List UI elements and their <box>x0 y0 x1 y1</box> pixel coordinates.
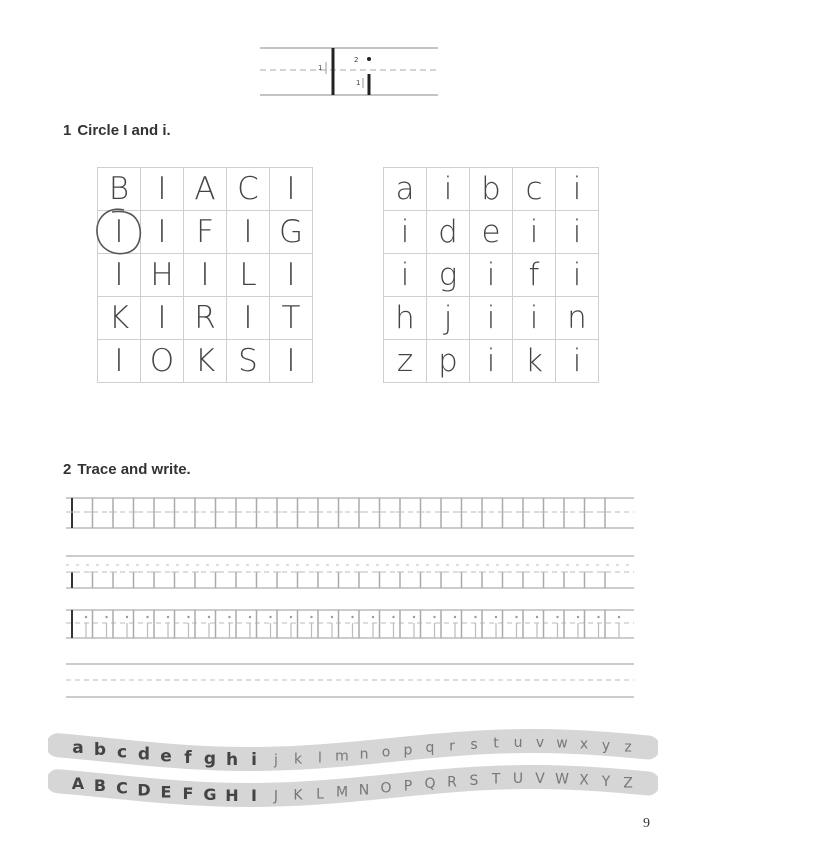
alphabet-uppercase-letter: I <box>251 785 257 805</box>
grid-row <box>384 297 599 340</box>
alphabet-uppercase-letter: S <box>469 772 479 789</box>
letter-cell[interactable]: I <box>227 297 270 340</box>
alphabet-band <box>48 718 658 818</box>
letter-cell[interactable]: b <box>470 168 513 211</box>
alphabet-lowercase-letter: k <box>293 751 303 768</box>
i-dot <box>367 57 371 61</box>
alphabet-uppercase-letter: Z <box>623 775 633 792</box>
exercise-2-heading <box>63 461 191 478</box>
exercise-2-title: Trace and write. <box>77 461 191 478</box>
grid-row <box>98 297 313 340</box>
alphabet-uppercase-letter: Q <box>424 776 436 793</box>
letter-cell[interactable]: G <box>270 211 313 254</box>
alphabet-lowercase-letter: n <box>359 746 369 763</box>
grid-row <box>384 211 599 254</box>
alphabet-lowercase-letter: d <box>137 744 151 765</box>
letter-cell[interactable]: c <box>513 168 556 211</box>
alphabet-uppercase-letter: V <box>535 771 545 788</box>
letter-cell[interactable]: L <box>227 254 270 297</box>
exercise-1-title: Circle I and i. <box>77 122 171 139</box>
alphabet-lowercase-letter: o <box>381 744 391 761</box>
alphabet-lowercase-letter: e <box>160 746 172 767</box>
dot-stroke-number: 2 <box>354 56 359 64</box>
alphabet-uppercase-letter: X <box>579 772 589 789</box>
uppercase-letter-grid <box>97 167 313 383</box>
alphabet-uppercase-letter: K <box>293 787 303 804</box>
exercise-1-heading <box>63 122 171 139</box>
alphabet-lowercase-letter: a <box>72 738 84 759</box>
letter-cell[interactable]: g <box>427 254 470 297</box>
circle-mark <box>90 204 148 260</box>
letter-cell[interactable]: i <box>427 168 470 211</box>
alphabet-uppercase-letter: D <box>137 780 151 800</box>
alphabet-lowercase-letter: p <box>403 742 413 759</box>
letter-cell[interactable]: p <box>427 340 470 383</box>
exercise-2-number: 2 <box>63 461 72 478</box>
grid-row <box>384 254 599 297</box>
letter-cell[interactable]: T <box>270 297 313 340</box>
letter-cell[interactable]: k <box>513 340 556 383</box>
alphabet-uppercase-letter: M <box>335 784 349 801</box>
letter-cell[interactable]: S <box>227 340 270 383</box>
alphabet-uppercase-letter: E <box>160 782 172 802</box>
alphabet-lowercase-letter: h <box>225 749 239 770</box>
letter-cell[interactable]: R <box>184 297 227 340</box>
alphabet-uppercase-letter: U <box>512 771 524 788</box>
letter-cell[interactable]: i <box>470 340 513 383</box>
lowercase-letter-grid <box>383 167 599 383</box>
letter-cell[interactable]: e <box>470 211 513 254</box>
alphabet-lowercase-letter: f <box>184 747 192 768</box>
alphabet-uppercase-letter: F <box>182 783 194 803</box>
letter-cell[interactable]: F <box>184 211 227 254</box>
letter-cell[interactable]: I <box>184 254 227 297</box>
alphabet-lowercase-letter: y <box>601 737 611 754</box>
letter-cell[interactable]: j <box>427 297 470 340</box>
alphabet-uppercase-letter: C <box>116 778 128 798</box>
letter-cell[interactable]: n <box>556 297 599 340</box>
letter-cell[interactable]: i <box>384 254 427 297</box>
letter-cell[interactable]: I <box>227 211 270 254</box>
letter-cell[interactable]: i <box>513 297 556 340</box>
alphabet-lowercase-letter: l <box>318 750 322 767</box>
alphabet-lowercase-letter: g <box>203 749 217 770</box>
alphabet-lowercase-letter: s <box>470 736 478 753</box>
letter-cell[interactable]: I <box>270 340 313 383</box>
letter-cell[interactable]: i <box>384 211 427 254</box>
letter-cell[interactable]: i <box>513 211 556 254</box>
letter-cell[interactable]: K <box>98 297 141 340</box>
alphabet-uppercase-letter: A <box>71 774 85 794</box>
alphabet-uppercase-letter: W <box>555 771 569 788</box>
letter-cell[interactable]: a <box>384 168 427 211</box>
letter-cell[interactable]: I <box>98 340 141 383</box>
alphabet-lowercase-letter: u <box>513 735 523 752</box>
alphabet-lowercase-letter: c <box>116 742 128 763</box>
letter-cell[interactable]: I <box>98 254 141 297</box>
alphabet-uppercase-letter: H <box>225 785 239 805</box>
letter-cell[interactable]: I <box>98 211 141 254</box>
alphabet-uppercase-letter: L <box>316 786 324 803</box>
letter-cell[interactable]: i <box>556 340 599 383</box>
alphabet-lowercase-letter: v <box>535 735 545 752</box>
alphabet-lowercase-letter: t <box>493 735 499 752</box>
letter-cell[interactable]: I <box>270 168 313 211</box>
letter-cell[interactable]: i <box>556 254 599 297</box>
stroke-order-guide <box>256 40 442 102</box>
grid-row <box>384 340 599 383</box>
letter-cell[interactable]: I <box>141 168 184 211</box>
letter-cell[interactable]: i <box>470 297 513 340</box>
letter-cell[interactable]: A <box>184 168 227 211</box>
letter-cell[interactable]: z <box>384 340 427 383</box>
letter-cell[interactable]: d <box>427 211 470 254</box>
alphabet-lowercase-letter: z <box>624 739 632 756</box>
letter-cell[interactable]: B <box>98 168 141 211</box>
alphabet-uppercase-letter: P <box>403 778 413 795</box>
letter-cell[interactable]: O <box>141 340 184 383</box>
alphabet-uppercase-letter: Y <box>601 773 611 790</box>
letter-cell[interactable]: I <box>141 297 184 340</box>
letter-cell[interactable]: C <box>227 168 270 211</box>
letter-cell[interactable]: H <box>141 254 184 297</box>
alphabet-uppercase-letter: G <box>203 785 217 805</box>
alphabet-lowercase-letter: w <box>556 735 568 752</box>
alphabet-lowercase-letter: q <box>425 740 435 757</box>
alphabet-lowercase-letter: i <box>251 749 257 770</box>
alphabet-uppercase-letter: T <box>491 771 501 788</box>
letter-cell[interactable]: I <box>141 211 184 254</box>
alphabet-uppercase-letter: N <box>358 782 370 799</box>
alphabet-lowercase-letter: m <box>335 748 349 765</box>
alphabet-lowercase-letter: j <box>274 752 278 769</box>
letter-cell[interactable]: I <box>270 254 313 297</box>
letter-cell[interactable]: h <box>384 297 427 340</box>
alphabet-lowercase-letter: r <box>449 738 455 755</box>
alphabet-lowercase-letter: x <box>579 736 589 753</box>
letter-cell[interactable]: f <box>513 254 556 297</box>
exercise-1-number: 1 <box>63 122 72 139</box>
alphabet-uppercase-letter: O <box>380 780 392 797</box>
alphabet-uppercase-letter: R <box>447 774 457 791</box>
grid-row <box>98 340 313 383</box>
alphabet-uppercase-letter: B <box>93 776 107 796</box>
letter-cell[interactable]: i <box>556 211 599 254</box>
page-number: 9 <box>643 816 650 831</box>
letter-cell[interactable]: i <box>556 168 599 211</box>
alphabet-lowercase-letter: b <box>93 740 107 761</box>
grid-row <box>384 168 599 211</box>
letter-cell[interactable]: i <box>470 254 513 297</box>
upper-stroke-number: 1 <box>318 64 323 72</box>
alphabet-uppercase-letter: J <box>273 788 279 805</box>
letter-cell[interactable]: K <box>184 340 227 383</box>
tracing-area[interactable] <box>60 492 640 714</box>
stem-stroke-number: 1 <box>356 79 361 87</box>
